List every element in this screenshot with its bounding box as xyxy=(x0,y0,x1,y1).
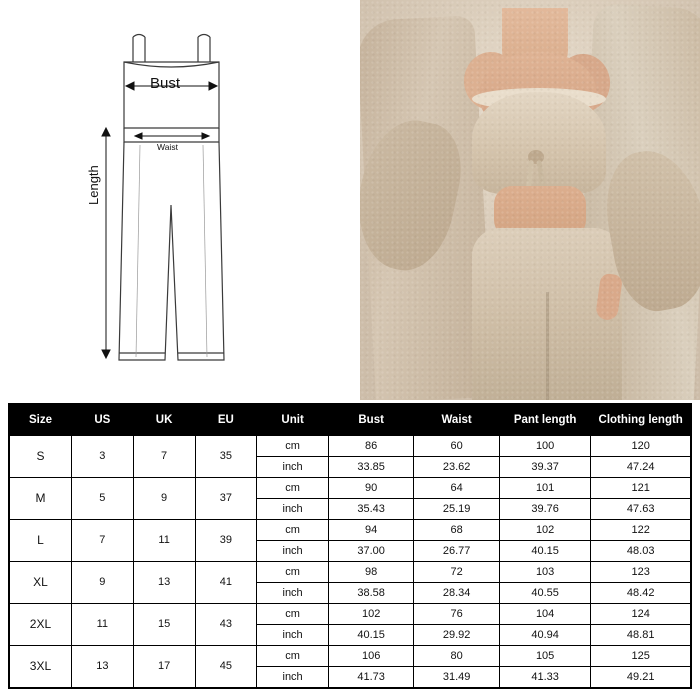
cell-uk: 15 xyxy=(133,604,195,646)
cell-bust: 38.58 xyxy=(328,583,413,604)
cell-eu: 39 xyxy=(195,520,257,562)
table-header-row xyxy=(10,405,691,436)
cell-unit: inch xyxy=(257,583,329,604)
cell-us: 13 xyxy=(71,646,133,688)
cell-pant-length: 103 xyxy=(499,562,590,583)
table-body xyxy=(10,436,691,688)
cell-unit: inch xyxy=(257,457,329,478)
cell-eu: 45 xyxy=(195,646,257,688)
garment-line-drawing xyxy=(0,0,360,400)
product-photo xyxy=(360,0,700,400)
cell-size: L xyxy=(10,520,72,562)
cell-eu: 41 xyxy=(195,562,257,604)
cell-clothing-length: 47.63 xyxy=(591,499,691,520)
cell-waist: 72 xyxy=(414,562,500,583)
cell-clothing-length: 122 xyxy=(591,520,691,541)
cell-unit: cm xyxy=(257,478,329,499)
cell-size: 2XL xyxy=(10,604,72,646)
cell-clothing-length: 120 xyxy=(591,436,691,457)
cell-clothing-length: 47.24 xyxy=(591,457,691,478)
cell-clothing-length: 124 xyxy=(591,604,691,625)
cell-size: M xyxy=(10,478,72,520)
cell-bust: 94 xyxy=(328,520,413,541)
length-label: Length xyxy=(86,165,101,205)
cell-clothing-length: 48.42 xyxy=(591,583,691,604)
cell-bust: 33.85 xyxy=(328,457,413,478)
cell-waist: 31.49 xyxy=(414,667,500,688)
header-waist: Waist xyxy=(414,405,500,436)
cell-bust: 35.43 xyxy=(328,499,413,520)
header-uk: UK xyxy=(133,405,195,436)
cell-pant-length: 40.55 xyxy=(499,583,590,604)
cell-unit: cm xyxy=(257,562,329,583)
header-unit: Unit xyxy=(257,405,329,436)
cell-pant-length: 39.76 xyxy=(499,499,590,520)
cell-unit: cm xyxy=(257,646,329,667)
cell-waist: 80 xyxy=(414,646,500,667)
header-eu: EU xyxy=(195,405,257,436)
cell-waist: 26.77 xyxy=(414,541,500,562)
cell-size: XL xyxy=(10,562,72,604)
cell-us: 9 xyxy=(71,562,133,604)
cell-bust: 98 xyxy=(328,562,413,583)
cell-unit: cm xyxy=(257,604,329,625)
bust-label: Bust xyxy=(150,75,181,92)
cell-pant-length: 102 xyxy=(499,520,590,541)
table-row xyxy=(10,436,691,457)
cell-bust: 106 xyxy=(328,646,413,667)
cell-size: 3XL xyxy=(10,646,72,688)
cell-waist: 76 xyxy=(414,604,500,625)
cell-uk: 7 xyxy=(133,436,195,478)
cell-pant-length: 100 xyxy=(499,436,590,457)
waist-label: Waist xyxy=(157,142,178,152)
cell-pant-length: 40.15 xyxy=(499,541,590,562)
cell-bust: 90 xyxy=(328,478,413,499)
cell-waist: 64 xyxy=(414,478,500,499)
cell-clothing-length: 123 xyxy=(591,562,691,583)
header-us: US xyxy=(71,405,133,436)
size-chart-table xyxy=(9,404,691,688)
cell-eu: 43 xyxy=(195,604,257,646)
cell-waist: 25.19 xyxy=(414,499,500,520)
cell-bust: 86 xyxy=(328,436,413,457)
cell-us: 11 xyxy=(71,604,133,646)
table-row xyxy=(10,562,691,583)
size-chart-table-wrapper xyxy=(8,403,692,689)
header-bust: Bust xyxy=(328,405,413,436)
cell-pant-length: 101 xyxy=(499,478,590,499)
cell-uk: 17 xyxy=(133,646,195,688)
cell-unit: inch xyxy=(257,541,329,562)
cell-unit: inch xyxy=(257,667,329,688)
cell-unit: cm xyxy=(257,436,329,457)
garment-diagram-pane xyxy=(0,0,360,400)
cell-waist: 29.92 xyxy=(414,625,500,646)
cell-clothing-length: 48.03 xyxy=(591,541,691,562)
cell-clothing-length: 49.21 xyxy=(591,667,691,688)
cell-pant-length: 104 xyxy=(499,604,590,625)
cell-us: 3 xyxy=(71,436,133,478)
fleece-texture-overlay xyxy=(360,0,700,400)
table-row xyxy=(10,520,691,541)
cell-unit: inch xyxy=(257,499,329,520)
cell-clothing-length: 121 xyxy=(591,478,691,499)
cell-pant-length: 39.37 xyxy=(499,457,590,478)
cell-pant-length: 40.94 xyxy=(499,625,590,646)
cell-bust: 40.15 xyxy=(328,625,413,646)
cell-eu: 37 xyxy=(195,478,257,520)
cell-clothing-length: 125 xyxy=(591,646,691,667)
cell-unit: inch xyxy=(257,625,329,646)
cell-waist: 68 xyxy=(414,520,500,541)
cell-bust: 41.73 xyxy=(328,667,413,688)
cell-pant-length: 105 xyxy=(499,646,590,667)
cell-size: S xyxy=(10,436,72,478)
cell-unit: cm xyxy=(257,520,329,541)
cell-bust: 37.00 xyxy=(328,541,413,562)
table-row xyxy=(10,604,691,625)
table-row xyxy=(10,478,691,499)
table-row xyxy=(10,646,691,667)
cell-waist: 60 xyxy=(414,436,500,457)
header-pant-length: Pant length xyxy=(499,405,590,436)
cell-uk: 11 xyxy=(133,520,195,562)
cell-uk: 9 xyxy=(133,478,195,520)
cell-us: 7 xyxy=(71,520,133,562)
cell-eu: 35 xyxy=(195,436,257,478)
cell-us: 5 xyxy=(71,478,133,520)
header-clothing-length: Clothing length xyxy=(591,405,691,436)
cell-waist: 23.62 xyxy=(414,457,500,478)
cell-waist: 28.34 xyxy=(414,583,500,604)
cell-pant-length: 41.33 xyxy=(499,667,590,688)
header-size: Size xyxy=(10,405,72,436)
table-header xyxy=(10,405,691,436)
cell-uk: 13 xyxy=(133,562,195,604)
cell-bust: 102 xyxy=(328,604,413,625)
cell-clothing-length: 48.81 xyxy=(591,625,691,646)
